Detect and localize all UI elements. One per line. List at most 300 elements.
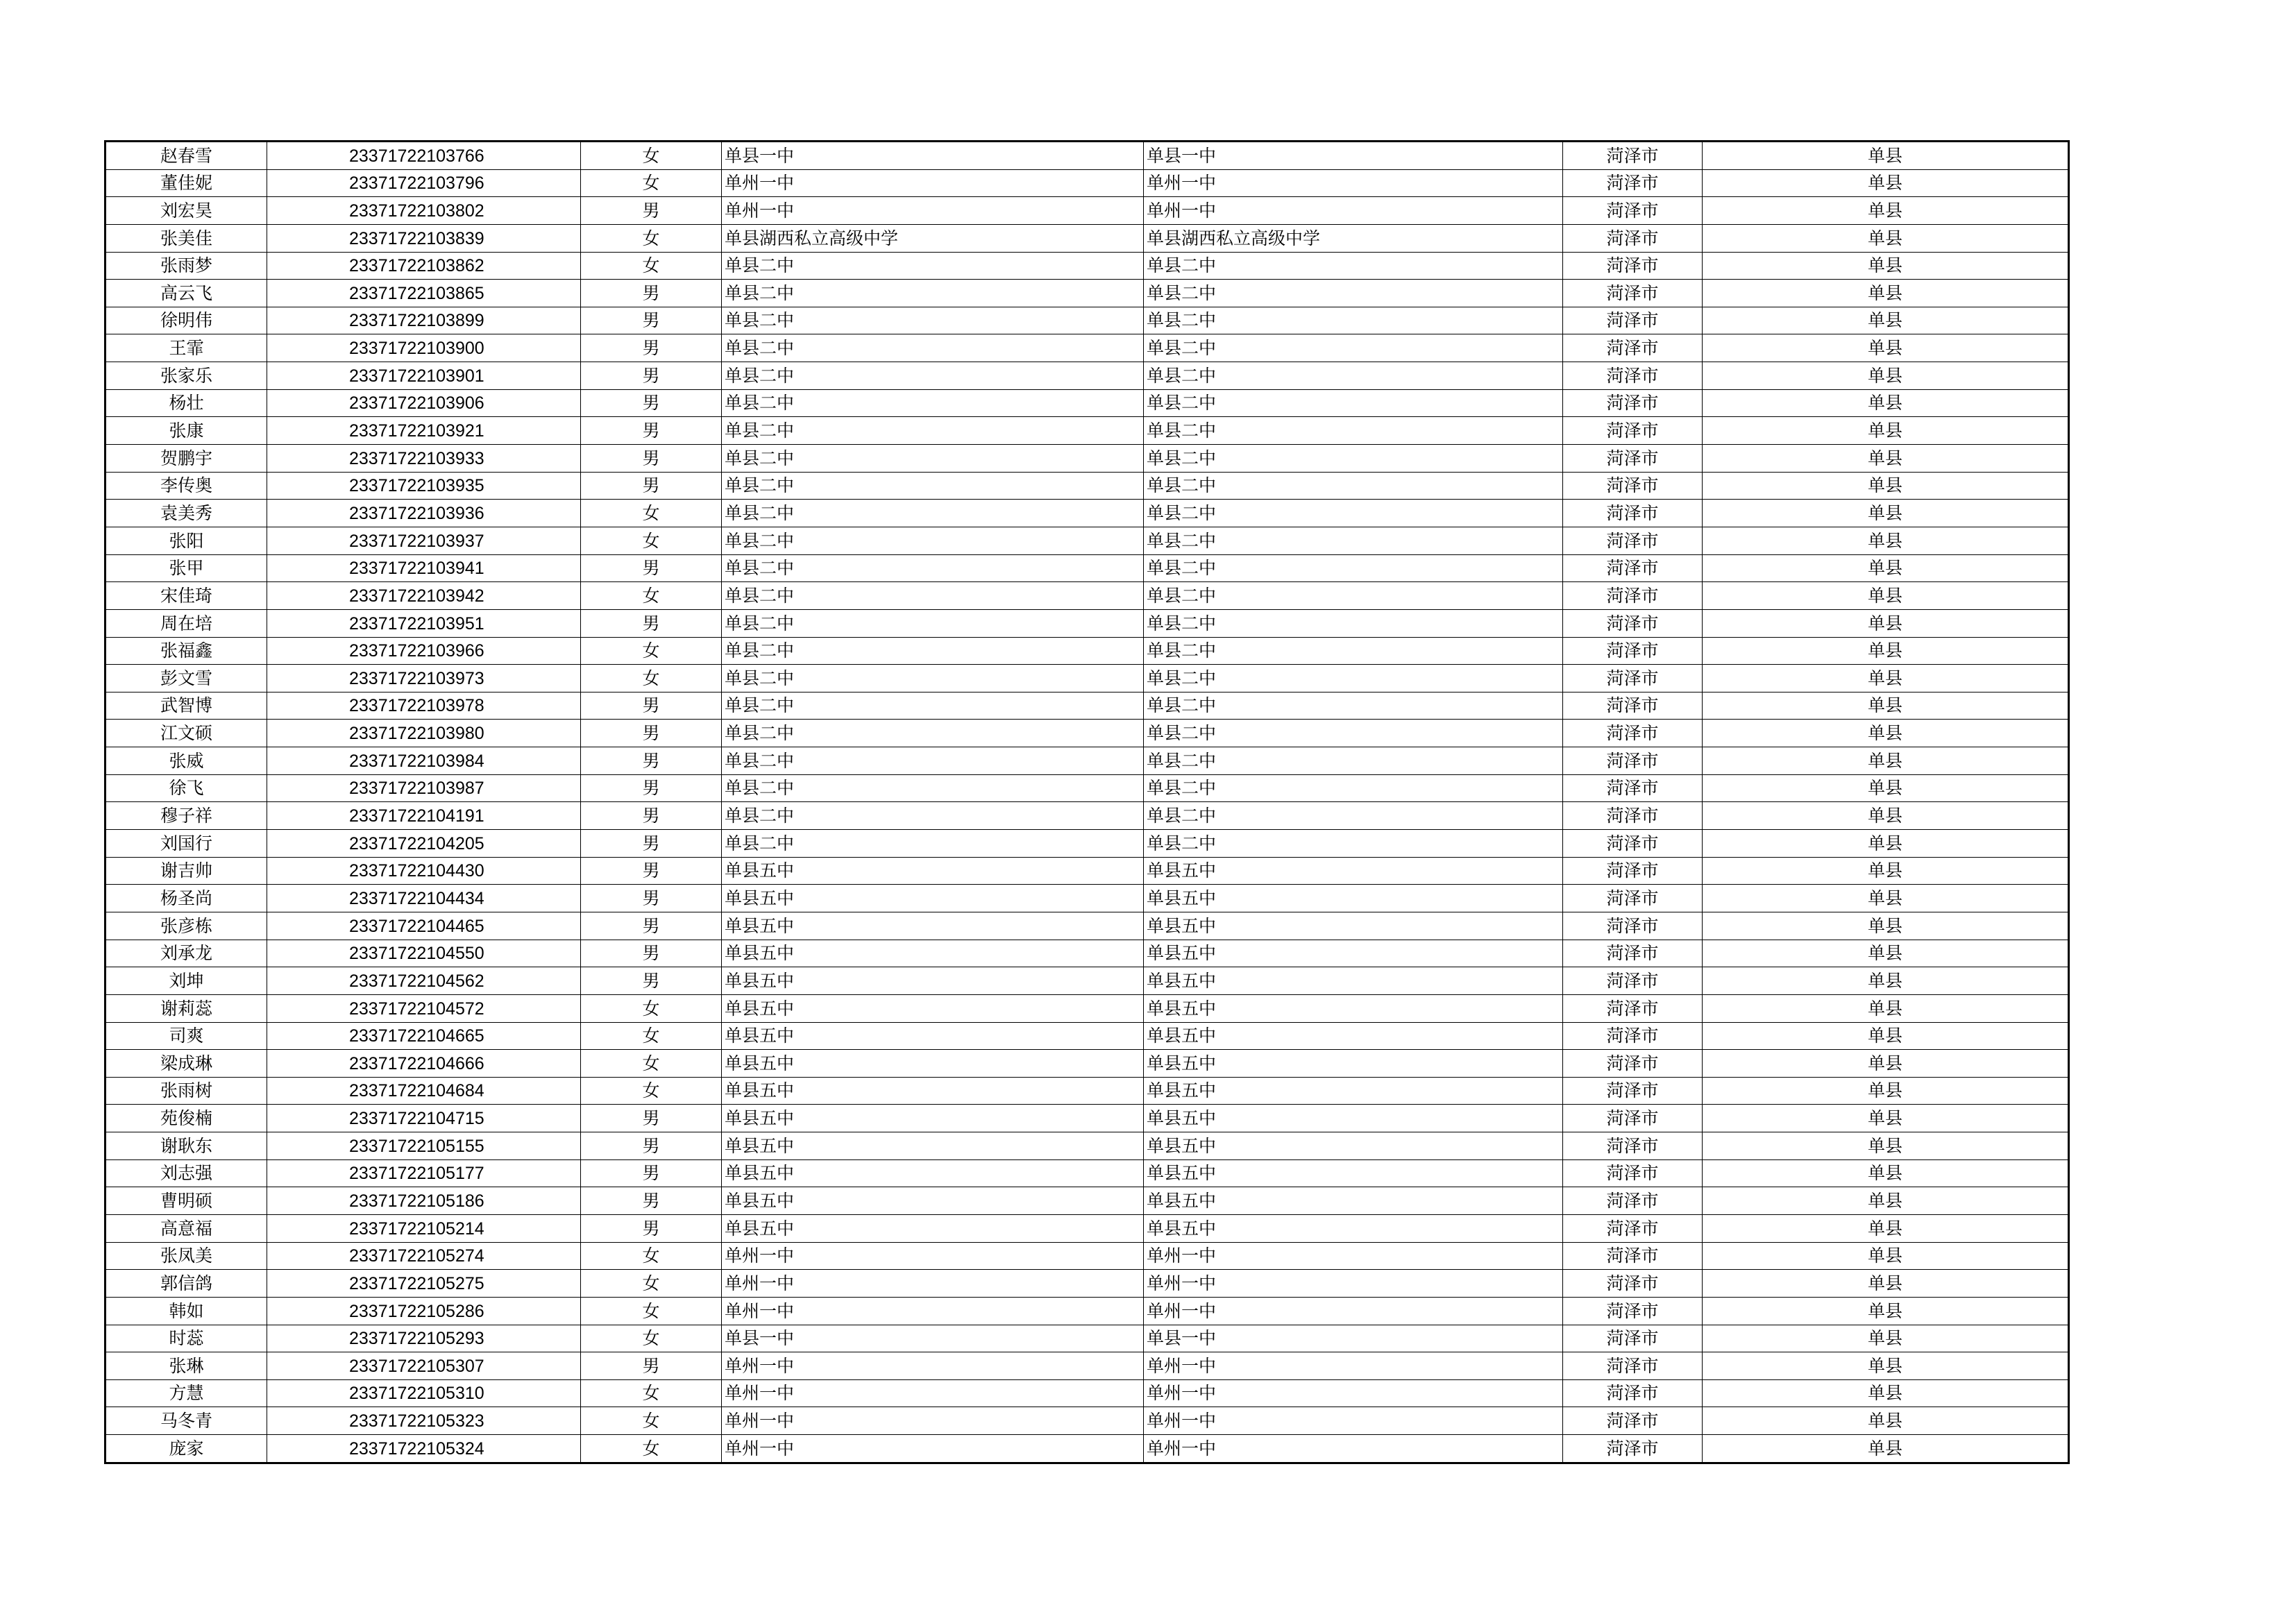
county-cell: 单县 (1703, 472, 2069, 500)
exam-number-cell: 23371722103839 (267, 224, 581, 252)
school-cell: 单县二中 (722, 280, 1144, 307)
exam-number-cell: 23371722104550 (267, 940, 581, 967)
city-cell: 菏泽市 (1563, 142, 1703, 170)
exam-number-cell: 23371722103906 (267, 389, 581, 417)
school-cell: 单州一中 (722, 1407, 1144, 1435)
school-cell-2: 单县五中 (1144, 885, 1563, 912)
gender-cell: 男 (581, 885, 722, 912)
exam-number-cell: 23371722103899 (267, 307, 581, 334)
gender-cell: 女 (581, 994, 722, 1022)
county-cell: 单县 (1703, 582, 2069, 610)
county-cell: 单县 (1703, 554, 2069, 582)
school-cell: 单县五中 (722, 940, 1144, 967)
school-cell-2: 单县二中 (1144, 609, 1563, 637)
gender-cell: 男 (581, 857, 722, 885)
school-cell-2: 单县湖西私立高级中学 (1144, 224, 1563, 252)
city-cell: 菏泽市 (1563, 472, 1703, 500)
school-cell: 单县五中 (722, 885, 1144, 912)
exam-number-cell: 23371722103933 (267, 445, 581, 473)
school-cell: 单县二中 (722, 527, 1144, 554)
city-cell: 菏泽市 (1563, 1435, 1703, 1463)
table-row (105, 609, 2069, 637)
gender-cell: 男 (581, 389, 722, 417)
county-cell: 单县 (1703, 1159, 2069, 1187)
student-name-cell: 贺鹏宇 (105, 445, 267, 473)
gender-cell: 女 (581, 1407, 722, 1435)
table-row (105, 885, 2069, 912)
student-name-cell: 周在培 (105, 609, 267, 637)
school-cell: 单州一中 (722, 169, 1144, 197)
city-cell: 菏泽市 (1563, 1242, 1703, 1270)
exam-number-cell: 23371722103766 (267, 142, 581, 170)
city-cell: 菏泽市 (1563, 445, 1703, 473)
table-row (105, 1022, 2069, 1050)
county-cell: 单县 (1703, 1379, 2069, 1407)
student-name-cell: 张雨树 (105, 1077, 267, 1105)
school-cell: 单县二中 (722, 665, 1144, 692)
city-cell: 菏泽市 (1563, 362, 1703, 390)
school-cell-2: 单县五中 (1144, 967, 1563, 995)
school-cell: 单州一中 (722, 1352, 1144, 1380)
county-cell: 单县 (1703, 857, 2069, 885)
table-row (105, 747, 2069, 775)
exam-number-cell: 23371722104665 (267, 1022, 581, 1050)
school-cell-2: 单州一中 (1144, 1435, 1563, 1463)
table-row (105, 1187, 2069, 1215)
city-cell: 菏泽市 (1563, 280, 1703, 307)
school-cell-2: 单县五中 (1144, 1159, 1563, 1187)
school-cell: 单县二中 (722, 500, 1144, 527)
school-cell-2: 单州一中 (1144, 1379, 1563, 1407)
school-cell: 单县一中 (722, 142, 1144, 170)
school-cell: 单县五中 (722, 912, 1144, 940)
exam-number-cell: 23371722104191 (267, 802, 581, 830)
school-cell-2: 单县二中 (1144, 472, 1563, 500)
exam-number-cell: 23371722103865 (267, 280, 581, 307)
exam-number-cell: 23371722104715 (267, 1105, 581, 1132)
school-cell-2: 单州一中 (1144, 169, 1563, 197)
county-cell: 单县 (1703, 527, 2069, 554)
table-row (105, 1407, 2069, 1435)
city-cell: 菏泽市 (1563, 169, 1703, 197)
city-cell: 菏泽市 (1563, 307, 1703, 334)
county-cell: 单县 (1703, 1407, 2069, 1435)
county-cell: 单县 (1703, 692, 2069, 720)
student-name-cell: 梁成琳 (105, 1050, 267, 1078)
table-row (105, 994, 2069, 1022)
student-name-cell: 徐飞 (105, 774, 267, 802)
student-name-cell: 江文硕 (105, 720, 267, 747)
school-cell-2: 单县二中 (1144, 280, 1563, 307)
county-cell: 单县 (1703, 637, 2069, 665)
exam-number-cell: 23371722103935 (267, 472, 581, 500)
city-cell: 菏泽市 (1563, 527, 1703, 554)
student-name-cell: 王霏 (105, 334, 267, 362)
exam-number-cell: 23371722104562 (267, 967, 581, 995)
city-cell: 菏泽市 (1563, 224, 1703, 252)
exam-number-cell: 23371722103973 (267, 665, 581, 692)
school-cell: 单县二中 (722, 389, 1144, 417)
school-cell-2: 单县五中 (1144, 940, 1563, 967)
county-cell: 单县 (1703, 940, 2069, 967)
county-cell: 单县 (1703, 1187, 2069, 1215)
school-cell-2: 单州一中 (1144, 1352, 1563, 1380)
school-cell: 单县五中 (722, 1214, 1144, 1242)
gender-cell: 男 (581, 774, 722, 802)
school-cell: 单县五中 (722, 857, 1144, 885)
county-cell: 单县 (1703, 774, 2069, 802)
student-name-cell: 刘宏昊 (105, 197, 267, 225)
gender-cell: 女 (581, 637, 722, 665)
school-cell-2: 单县二中 (1144, 252, 1563, 280)
school-cell: 单县一中 (722, 1325, 1144, 1352)
exam-number-cell: 23371722103936 (267, 500, 581, 527)
student-name-cell: 韩如 (105, 1297, 267, 1325)
table-row (105, 774, 2069, 802)
city-cell: 菏泽市 (1563, 1187, 1703, 1215)
city-cell: 菏泽市 (1563, 885, 1703, 912)
county-cell: 单县 (1703, 830, 2069, 858)
exam-number-cell: 23371722103900 (267, 334, 581, 362)
school-cell-2: 单县二中 (1144, 802, 1563, 830)
county-cell: 单县 (1703, 1242, 2069, 1270)
exam-number-cell: 23371722103978 (267, 692, 581, 720)
gender-cell: 男 (581, 747, 722, 775)
exam-number-cell: 23371722103987 (267, 774, 581, 802)
table-row (105, 417, 2069, 445)
exam-number-cell: 23371722104684 (267, 1077, 581, 1105)
student-name-cell: 张福鑫 (105, 637, 267, 665)
table-row (105, 1159, 2069, 1187)
school-cell-2: 单县五中 (1144, 1187, 1563, 1215)
student-name-cell: 高意福 (105, 1214, 267, 1242)
table-row (105, 857, 2069, 885)
student-name-cell: 刘坤 (105, 967, 267, 995)
school-cell-2: 单县二中 (1144, 500, 1563, 527)
school-cell: 单县五中 (722, 1132, 1144, 1160)
city-cell: 菏泽市 (1563, 747, 1703, 775)
student-name-cell: 时蕊 (105, 1325, 267, 1352)
school-cell-2: 单县二中 (1144, 774, 1563, 802)
gender-cell: 女 (581, 169, 722, 197)
school-cell: 单县二中 (722, 774, 1144, 802)
school-cell-2: 单县二中 (1144, 720, 1563, 747)
table-row (105, 1379, 2069, 1407)
city-cell: 菏泽市 (1563, 1325, 1703, 1352)
school-cell-2: 单县一中 (1144, 1325, 1563, 1352)
county-cell: 单县 (1703, 1270, 2069, 1298)
city-cell: 菏泽市 (1563, 774, 1703, 802)
city-cell: 菏泽市 (1563, 554, 1703, 582)
gender-cell: 男 (581, 472, 722, 500)
school-cell: 单县二中 (722, 609, 1144, 637)
exam-number-cell: 23371722105310 (267, 1379, 581, 1407)
table-row (105, 940, 2069, 967)
gender-cell: 男 (581, 692, 722, 720)
student-name-cell: 张彦栋 (105, 912, 267, 940)
gender-cell: 女 (581, 1077, 722, 1105)
table-row (105, 1050, 2069, 1078)
table-row (105, 1105, 2069, 1132)
exam-number-cell: 23371722104572 (267, 994, 581, 1022)
school-cell-2: 单县二中 (1144, 747, 1563, 775)
table-row (105, 582, 2069, 610)
gender-cell: 女 (581, 1050, 722, 1078)
school-cell-2: 单县二中 (1144, 830, 1563, 858)
exam-number-cell: 23371722105307 (267, 1352, 581, 1380)
county-cell: 单县 (1703, 1077, 2069, 1105)
exam-number-cell: 23371722103937 (267, 527, 581, 554)
gender-cell: 男 (581, 1214, 722, 1242)
city-cell: 菏泽市 (1563, 967, 1703, 995)
county-cell: 单县 (1703, 362, 2069, 390)
student-name-cell: 张琳 (105, 1352, 267, 1380)
gender-cell: 男 (581, 1159, 722, 1187)
school-cell: 单县二中 (722, 417, 1144, 445)
school-cell-2: 单县五中 (1144, 1022, 1563, 1050)
county-cell: 单县 (1703, 307, 2069, 334)
table-row (105, 334, 2069, 362)
school-cell: 单县五中 (722, 1187, 1144, 1215)
school-cell-2: 单县五中 (1144, 1050, 1563, 1078)
school-cell: 单县二中 (722, 802, 1144, 830)
exam-number-cell: 23371722105323 (267, 1407, 581, 1435)
student-table (104, 140, 2070, 1464)
city-cell: 菏泽市 (1563, 1132, 1703, 1160)
table-row (105, 445, 2069, 473)
table-row (105, 720, 2069, 747)
school-cell-2: 单县五中 (1144, 857, 1563, 885)
gender-cell: 女 (581, 1435, 722, 1463)
exam-number-cell: 23371722104430 (267, 857, 581, 885)
exam-number-cell: 23371722103862 (267, 252, 581, 280)
exam-number-cell: 23371722103942 (267, 582, 581, 610)
school-cell-2: 单县二中 (1144, 389, 1563, 417)
gender-cell: 男 (581, 1105, 722, 1132)
school-cell: 单县五中 (722, 1159, 1144, 1187)
county-cell: 单县 (1703, 1297, 2069, 1325)
school-cell: 单县二中 (722, 582, 1144, 610)
city-cell: 菏泽市 (1563, 830, 1703, 858)
table-row (105, 1352, 2069, 1380)
county-cell: 单县 (1703, 417, 2069, 445)
school-cell-2: 单州一中 (1144, 1270, 1563, 1298)
exam-number-cell: 23371722103901 (267, 362, 581, 390)
city-cell: 菏泽市 (1563, 1352, 1703, 1380)
county-cell: 单县 (1703, 1105, 2069, 1132)
county-cell: 单县 (1703, 1132, 2069, 1160)
gender-cell: 女 (581, 582, 722, 610)
exam-number-cell: 23371722103984 (267, 747, 581, 775)
school-cell-2: 单县二中 (1144, 554, 1563, 582)
gender-cell: 男 (581, 720, 722, 747)
student-name-cell: 张雨梦 (105, 252, 267, 280)
gender-cell: 男 (581, 280, 722, 307)
exam-number-cell: 23371722103921 (267, 417, 581, 445)
student-name-cell: 高云飞 (105, 280, 267, 307)
city-cell: 菏泽市 (1563, 720, 1703, 747)
gender-cell: 男 (581, 307, 722, 334)
city-cell: 菏泽市 (1563, 197, 1703, 225)
student-name-cell: 张美佳 (105, 224, 267, 252)
school-cell: 单县二中 (722, 720, 1144, 747)
county-cell: 单县 (1703, 1435, 2069, 1463)
city-cell: 菏泽市 (1563, 582, 1703, 610)
county-cell: 单县 (1703, 334, 2069, 362)
gender-cell: 女 (581, 665, 722, 692)
gender-cell: 女 (581, 1325, 722, 1352)
gender-cell: 男 (581, 445, 722, 473)
table-row (105, 527, 2069, 554)
school-cell: 单县二中 (722, 830, 1144, 858)
gender-cell: 男 (581, 912, 722, 940)
school-cell: 单县五中 (722, 967, 1144, 995)
county-cell: 单县 (1703, 1352, 2069, 1380)
school-cell-2: 单县五中 (1144, 1214, 1563, 1242)
city-cell: 菏泽市 (1563, 609, 1703, 637)
county-cell: 单县 (1703, 252, 2069, 280)
table-row (105, 967, 2069, 995)
exam-number-cell: 23371722104666 (267, 1050, 581, 1078)
gender-cell: 女 (581, 224, 722, 252)
school-cell: 单县二中 (722, 307, 1144, 334)
school-cell-2: 单县二中 (1144, 417, 1563, 445)
exam-number-cell: 23371722105155 (267, 1132, 581, 1160)
table-row (105, 1297, 2069, 1325)
student-name-cell: 方慧 (105, 1379, 267, 1407)
student-name-cell: 张凤美 (105, 1242, 267, 1270)
table-row (105, 830, 2069, 858)
school-cell: 单县二中 (722, 445, 1144, 473)
city-cell: 菏泽市 (1563, 500, 1703, 527)
city-cell: 菏泽市 (1563, 1077, 1703, 1105)
city-cell: 菏泽市 (1563, 637, 1703, 665)
gender-cell: 男 (581, 334, 722, 362)
table-row (105, 637, 2069, 665)
gender-cell: 男 (581, 362, 722, 390)
student-name-cell: 彭文雪 (105, 665, 267, 692)
school-cell: 单县二中 (722, 637, 1144, 665)
table-row (105, 1132, 2069, 1160)
gender-cell: 男 (581, 1132, 722, 1160)
city-cell: 菏泽市 (1563, 665, 1703, 692)
exam-number-cell: 23371722103941 (267, 554, 581, 582)
table-row (105, 389, 2069, 417)
table-row (105, 500, 2069, 527)
table-row (105, 1214, 2069, 1242)
student-name-cell: 杨壮 (105, 389, 267, 417)
county-cell: 单县 (1703, 389, 2069, 417)
exam-number-cell: 23371722105293 (267, 1325, 581, 1352)
student-name-cell: 董佳妮 (105, 169, 267, 197)
school-cell-2: 单县二中 (1144, 445, 1563, 473)
exam-number-cell: 23371722105286 (267, 1297, 581, 1325)
school-cell: 单县二中 (722, 472, 1144, 500)
school-cell-2: 单县五中 (1144, 994, 1563, 1022)
exam-number-cell: 23371722103802 (267, 197, 581, 225)
exam-number-cell: 23371722103796 (267, 169, 581, 197)
student-name-cell: 宋佳琦 (105, 582, 267, 610)
city-cell: 菏泽市 (1563, 1159, 1703, 1187)
table-row (105, 472, 2069, 500)
school-cell: 单县二中 (722, 252, 1144, 280)
exam-number-cell: 23371722103980 (267, 720, 581, 747)
school-cell: 单州一中 (722, 1242, 1144, 1270)
student-name-cell: 谢吉帅 (105, 857, 267, 885)
county-cell: 单县 (1703, 665, 2069, 692)
student-name-cell: 杨圣尚 (105, 885, 267, 912)
city-cell: 菏泽市 (1563, 1297, 1703, 1325)
student-name-cell: 赵春雪 (105, 142, 267, 170)
gender-cell: 男 (581, 197, 722, 225)
student-name-cell: 苑俊楠 (105, 1105, 267, 1132)
student-name-cell: 司爽 (105, 1022, 267, 1050)
school-cell-2: 单县二中 (1144, 527, 1563, 554)
student-name-cell: 张家乐 (105, 362, 267, 390)
student-name-cell: 张甲 (105, 554, 267, 582)
gender-cell: 男 (581, 554, 722, 582)
student-name-cell: 谢耿东 (105, 1132, 267, 1160)
school-cell-2: 单县二中 (1144, 582, 1563, 610)
gender-cell: 女 (581, 527, 722, 554)
student-name-cell: 徐明伟 (105, 307, 267, 334)
gender-cell: 男 (581, 609, 722, 637)
school-cell: 单州一中 (722, 1379, 1144, 1407)
city-cell: 菏泽市 (1563, 252, 1703, 280)
exam-number-cell: 23371722105177 (267, 1159, 581, 1187)
exam-number-cell: 23371722105324 (267, 1435, 581, 1463)
county-cell: 单县 (1703, 197, 2069, 225)
county-cell: 单县 (1703, 1050, 2069, 1078)
city-cell: 菏泽市 (1563, 389, 1703, 417)
school-cell: 单州一中 (722, 1297, 1144, 1325)
student-name-cell: 谢莉蕊 (105, 994, 267, 1022)
city-cell: 菏泽市 (1563, 1214, 1703, 1242)
table-row (105, 1325, 2069, 1352)
gender-cell: 男 (581, 417, 722, 445)
table-row (105, 362, 2069, 390)
student-name-cell: 刘志强 (105, 1159, 267, 1187)
table-row (105, 912, 2069, 940)
school-cell: 单县五中 (722, 994, 1144, 1022)
county-cell: 单县 (1703, 747, 2069, 775)
student-name-cell: 马冬青 (105, 1407, 267, 1435)
table-row (105, 1270, 2069, 1298)
student-name-cell: 穆子祥 (105, 802, 267, 830)
school-cell-2: 单县五中 (1144, 1105, 1563, 1132)
student-name-cell: 袁美秀 (105, 500, 267, 527)
exam-number-cell: 23371722104465 (267, 912, 581, 940)
gender-cell: 女 (581, 1270, 722, 1298)
school-cell-2: 单县二中 (1144, 637, 1563, 665)
exam-number-cell: 23371722105214 (267, 1214, 581, 1242)
city-cell: 菏泽市 (1563, 1270, 1703, 1298)
county-cell: 单县 (1703, 1214, 2069, 1242)
city-cell: 菏泽市 (1563, 417, 1703, 445)
school-cell-2: 单州一中 (1144, 197, 1563, 225)
exam-number-cell: 23371722103966 (267, 637, 581, 665)
school-cell: 单县湖西私立高级中学 (722, 224, 1144, 252)
gender-cell: 男 (581, 967, 722, 995)
county-cell: 单县 (1703, 500, 2069, 527)
city-cell: 菏泽市 (1563, 994, 1703, 1022)
gender-cell: 女 (581, 1297, 722, 1325)
school-cell-2: 单县二中 (1144, 334, 1563, 362)
table-row (105, 665, 2069, 692)
school-cell: 单县二中 (722, 747, 1144, 775)
school-cell-2: 单县一中 (1144, 142, 1563, 170)
school-cell: 单县五中 (722, 1105, 1144, 1132)
